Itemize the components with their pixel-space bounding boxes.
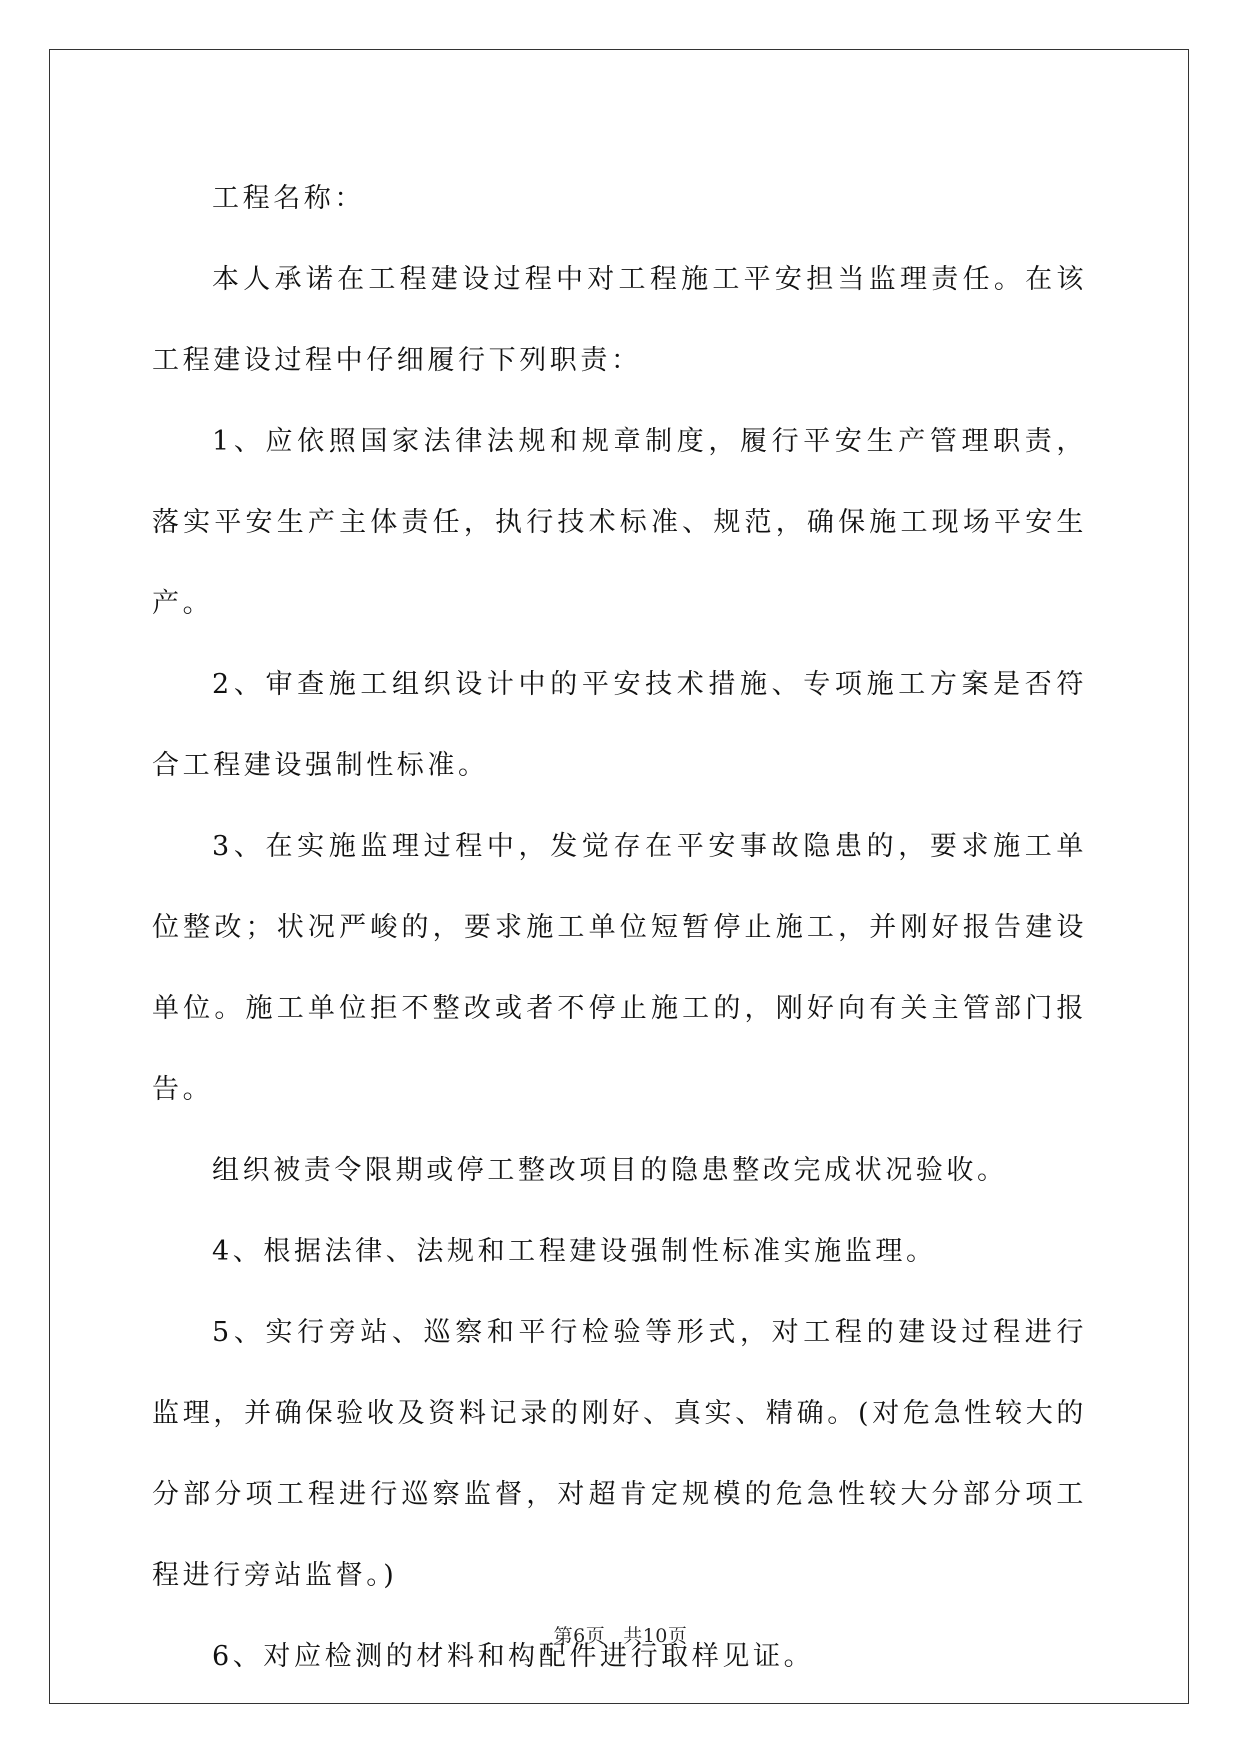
duty-item-3-continued: 组织被责令限期或停工整改项目的隐患整改完成状况验收。 — [212, 1155, 1008, 1186]
duty-item-4: 4、根据法律、法规和工程建设强制性标准实施监理。 — [212, 1236, 937, 1267]
commitment-intro: 本人承诺在工程建设过程中对工程施工平安担当监理责任。在该工程建设过程中仔细履行下列职责： — [152, 264, 1087, 376]
duty-item-2: 2、审查施工组织设计中的平安技术措施、专项施工方案是否符合工程建设强制性标准。 — [152, 669, 1087, 781]
duty-item-6: 6、对应检测的材料和构配件进行取样见证。 — [212, 1641, 815, 1672]
project-name-line: 工程名称： — [212, 183, 365, 214]
duty-item-5: 5、实行旁站、巡察和平行检验等形式，对工程的建设过程进行监理，并确保验收及资料记录的刚好、真实、精确。(对危急性较大的分部分项工程进行巡察监督，对超肯定规模的危急性较大分部分项工程进行旁站监督。) — [152, 1317, 1087, 1591]
duty-item-1: 1、应依照国家法律法规和规章制度，履行平安生产管理职责，落实平安生产主体责任，执行技术标准、规范，确保施工现场平安生产。 — [152, 426, 1087, 619]
page-footer — [0, 1621, 1241, 1648]
page-number-current: 第6页 — [553, 1625, 606, 1647]
document-body — [152, 158, 1087, 1697]
page-number-total: 共10页 — [623, 1625, 688, 1647]
duty-item-3: 3、在实施监理过程中，发觉存在平安事故隐患的，要求施工单位整改；状况严峻的，要求施工单位短暂停止施工，并刚好报告建设单位。施工单位拒不整改或者不停止施工的，刚好向有关主管部门报告。 — [152, 831, 1087, 1105]
